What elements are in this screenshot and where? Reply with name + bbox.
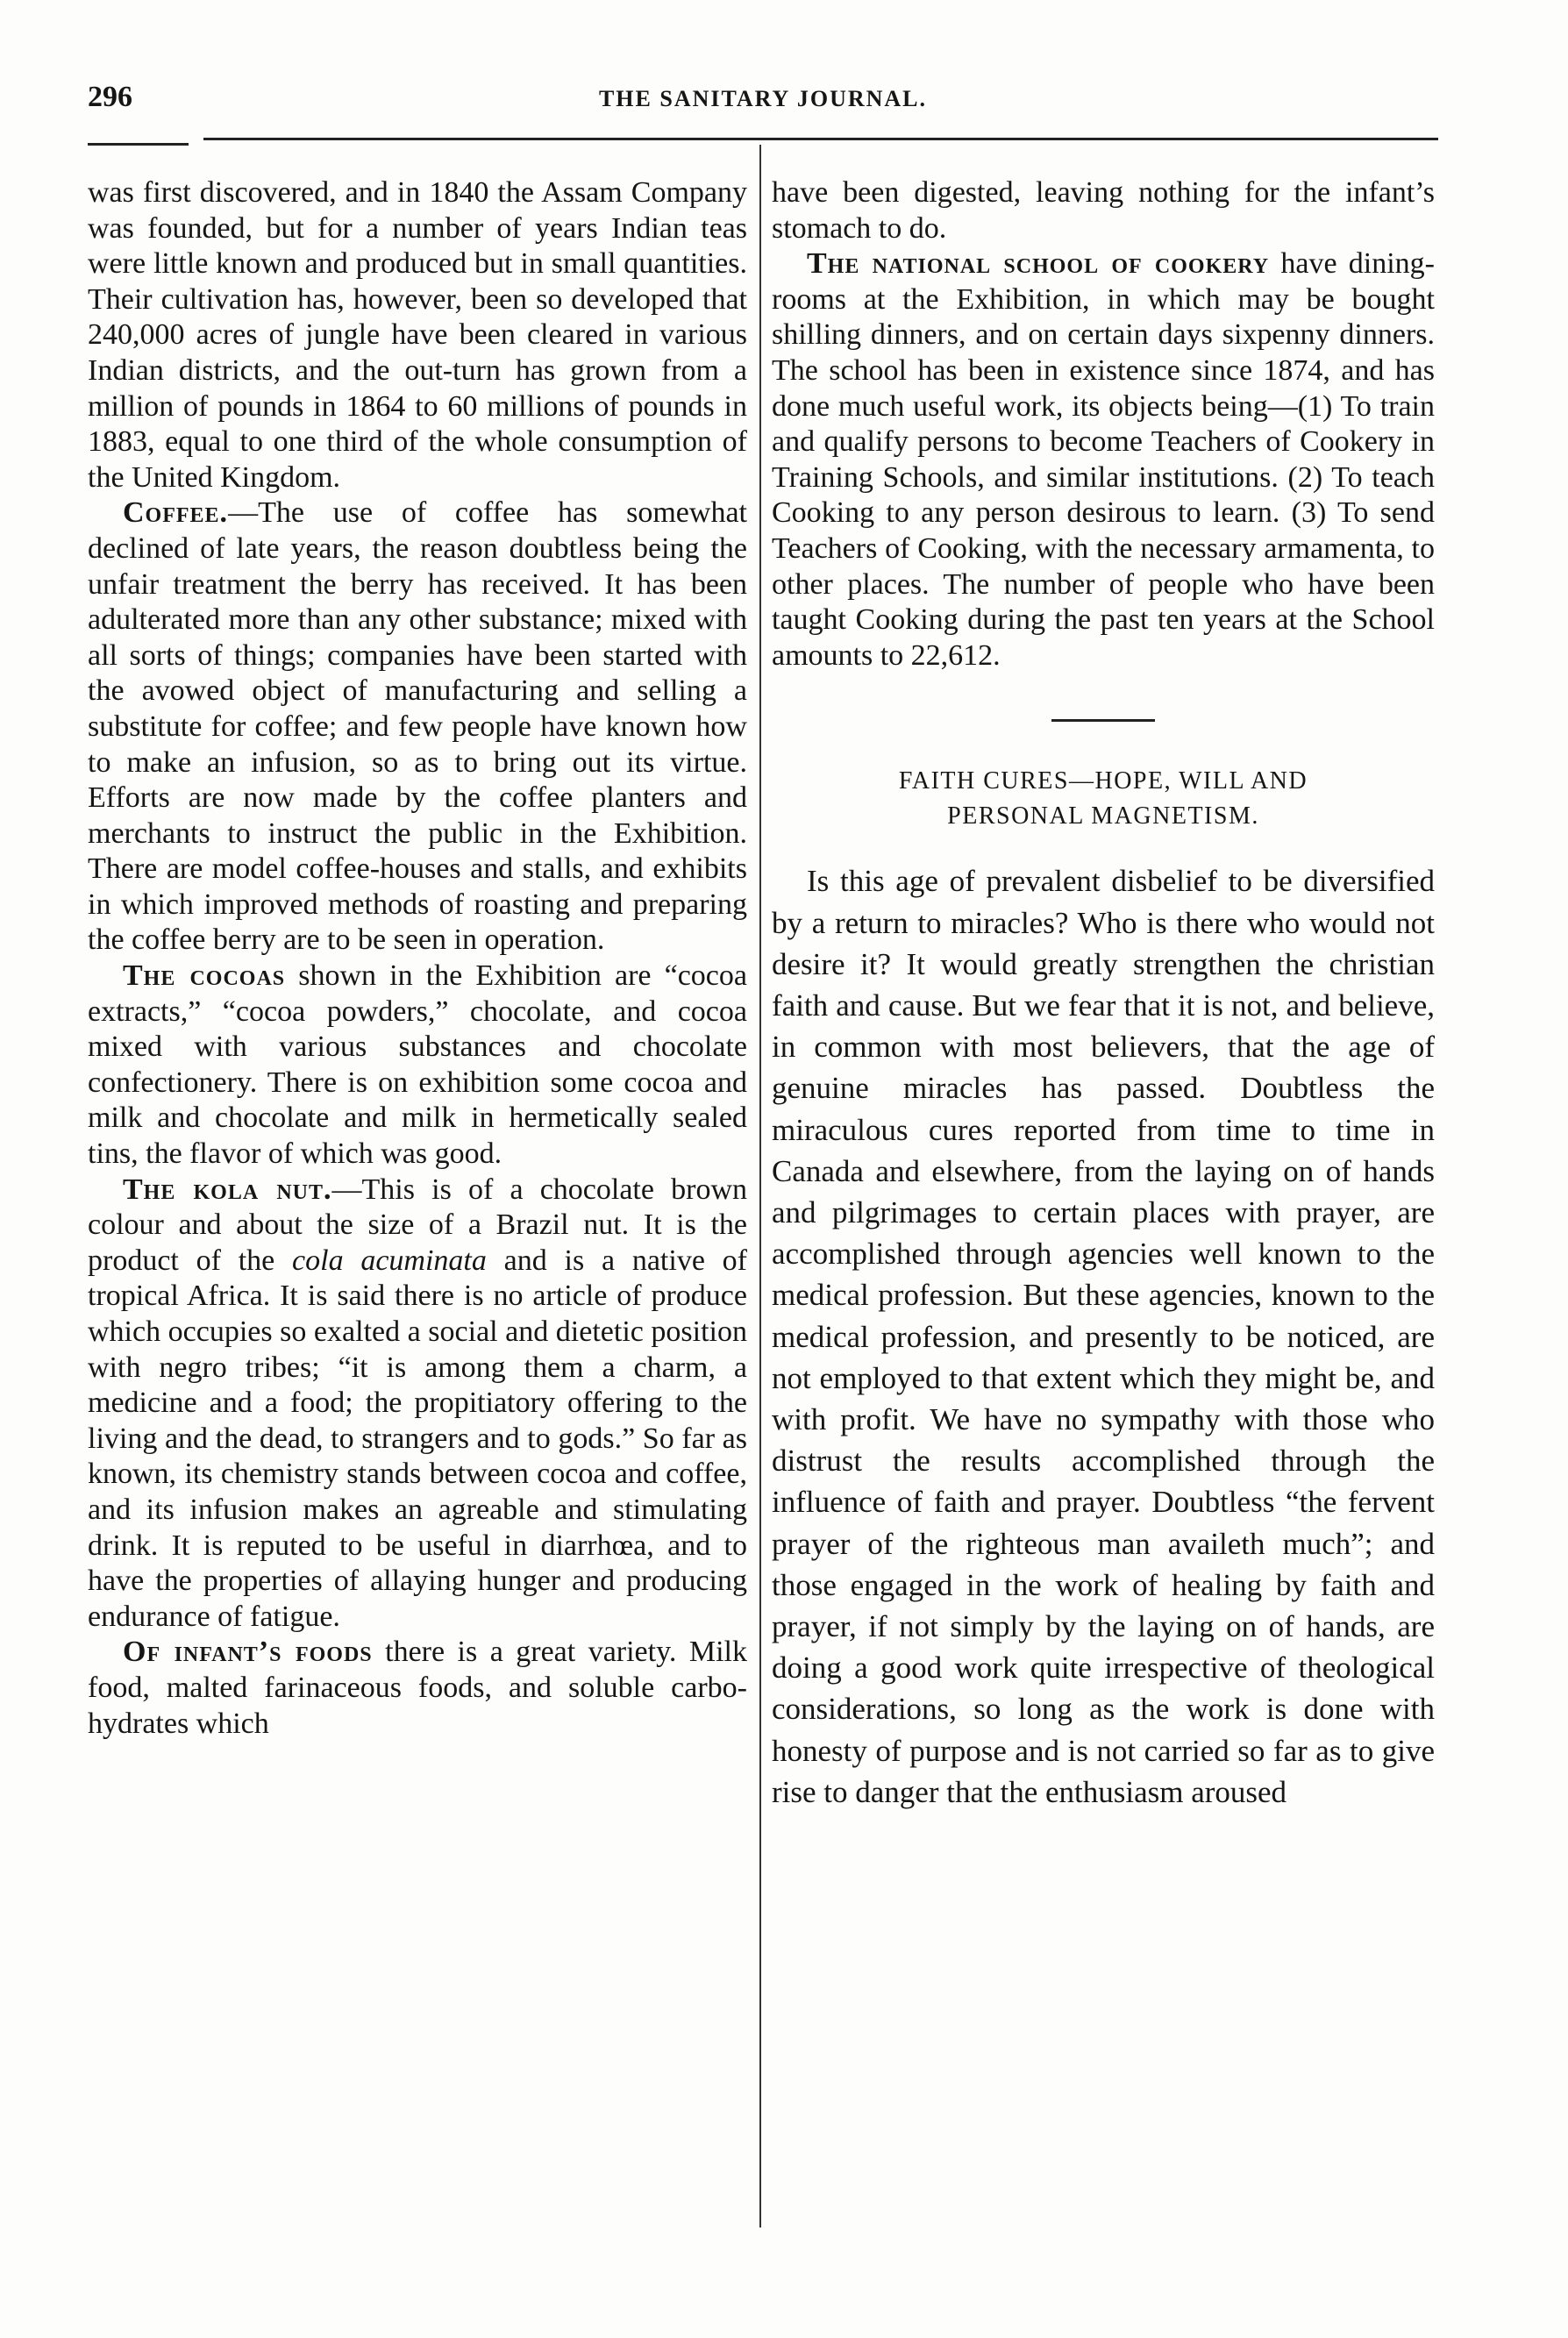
- page-header: [88, 81, 1438, 125]
- section-divider: [1051, 719, 1155, 722]
- kola-lead: The kola nut.: [123, 1173, 332, 1206]
- left-column: [88, 175, 747, 1742]
- coffee-lead: Coffee.: [123, 496, 229, 530]
- kola-text-1: —This is of a chocolate brown colour and about the size of a Brazil nut. It is the product of the: [88, 1173, 748, 1277]
- cookery-lead: The national school of cookery: [807, 247, 1270, 281]
- kola-italic: cola acuminata: [292, 1244, 487, 1277]
- cocoa-text: shown in the Exhibition are “cocoa extracts,” “cocoa powders,” chocolate, and cocoa mixed with various substances and chocolate confectionery. There is on exhibition some cocoa and milk and chocolate and milk in hermetically sealed tins, the flavor of which was good.: [88, 959, 747, 1171]
- right-column: [772, 175, 1435, 1813]
- cocoa-lead: The cocoas: [123, 959, 286, 993]
- page-number: 296: [88, 81, 132, 113]
- infant-lead: Of infant’s foods: [123, 1636, 373, 1669]
- kola-paragraph: [88, 1173, 747, 1636]
- article-title-line2: PERSONAL MAGNETISM.: [947, 802, 1259, 830]
- header-rule-left: [88, 143, 189, 146]
- running-title: THE SANITARY JOURNAL.: [598, 86, 928, 111]
- article-title-line1: FAITH CURES—HOPE, WILL AND: [898, 767, 1308, 795]
- infant-continued-paragraph: have been digested, leaving nothing for the infant’s stomach to do.: [772, 176, 1435, 245]
- coffee-paragraph: [88, 495, 747, 959]
- column-divider: [759, 145, 761, 2228]
- cookery-text: have dining-rooms at the Exhibition, in which may be bought shilling dinners, and on certain days sixpenny dinners. The school has been in existence since 1874, and has done much useful work, its objects being—(1) To train and qualify persons to become Teachers of Cookery in Training Schools, and similar institutions. (2) To teach Cooking to any person desirous to learn. (3) To send Teachers of Cooking, with the necessary armamenta, to other places. The number of people who have been taught Cooking during the past ten years at the School amounts to 22,612.: [772, 247, 1436, 672]
- infant-text: there is a great variety. Milk food, malted farinaceous foods, and soluble carbo-hydrates which: [88, 1636, 747, 1740]
- cocoa-paragraph: [88, 959, 747, 1173]
- cookery-paragraph: [772, 246, 1435, 674]
- faith-cures-paragraph: Is this age of prevalent disbelief to be diversified by a return to miracles? Who is there who would not desire it? It would greatly strengthen the christian faith and cause. But we fear that it is not, and believe, in common with most believers, that the age of genuine miracles has passed. Doubtless the miraculous cures reported from time to time in Canada and elsewhere, from the laying on of hands and pilgrimages to certain places with prayer, are accomplished through agencies well known to the medical profession. But these agencies, known to the medical profession, and presently to be noticed, are not employed to that extent which they might be, and with profit. We have no sympathy with those who distrust the results accomplished through the influence of faith and prayer. Doubtless “the fervent prayer of the righteous man availeth much”; and those engaged in the work of healing by faith and prayer, if not simply by the laying on of hands, are doing a good work quite irrespective of theological considerations, so long as the work is done with honesty of purpose and is not carried so far as to give rise to danger that the enthusiasm aroused: [772, 864, 1435, 1809]
- kola-text-2: and is a native of tropical Africa. It is said there is no article of produce which occupies so exalted a social and dietetic position with negro tribes; “it is among them a charm, a medicine and a food; the propitiatory offering to the living and the dead, to strangers and to gods.” So far as known, its chemistry stands between cocoa and coffee, and its infusion makes an agreable and stimulating drink. It is reputed to be useful in diarrhœa, and to have the properties of allaying hunger and producing endurance of fatigue.: [88, 1244, 748, 1633]
- coffee-text: —The use of coffee has somewhat declined of late years, the reason doubtless being the unfair treatment the berry has received. It has been adulterated more than any other substance; mixed with all sorts of things; companies have been started with the avowed object of manufacturing and selling a substitute for coffee; and few people have known how to make an infusion, so as to bring out its virtue. Efforts are now made by the coffee planters and merchants to instruct the public in the Exhibition. There are model coffee-houses and stalls, and exhibits in which improved methods of roasting and preparing the coffee berry are to be seen in operation.: [88, 496, 747, 957]
- tea-paragraph: was first discovered, and in 1840 the Assam Company was founded, but for a number of years Indian teas were little known and produced but in small quantities. Their cultivation has, however, been so developed that 240,000 acres of jungle have been cleared in various Indian districts, and the out-turn has grown from a million of pounds in 1864 to 60 millions of pounds in 1883, equal to one third of the whole consumption of the United Kingdom.: [88, 176, 747, 494]
- article-title: [772, 764, 1435, 834]
- header-rule-right: [203, 138, 1438, 140]
- infant-foods-paragraph: [88, 1635, 747, 1742]
